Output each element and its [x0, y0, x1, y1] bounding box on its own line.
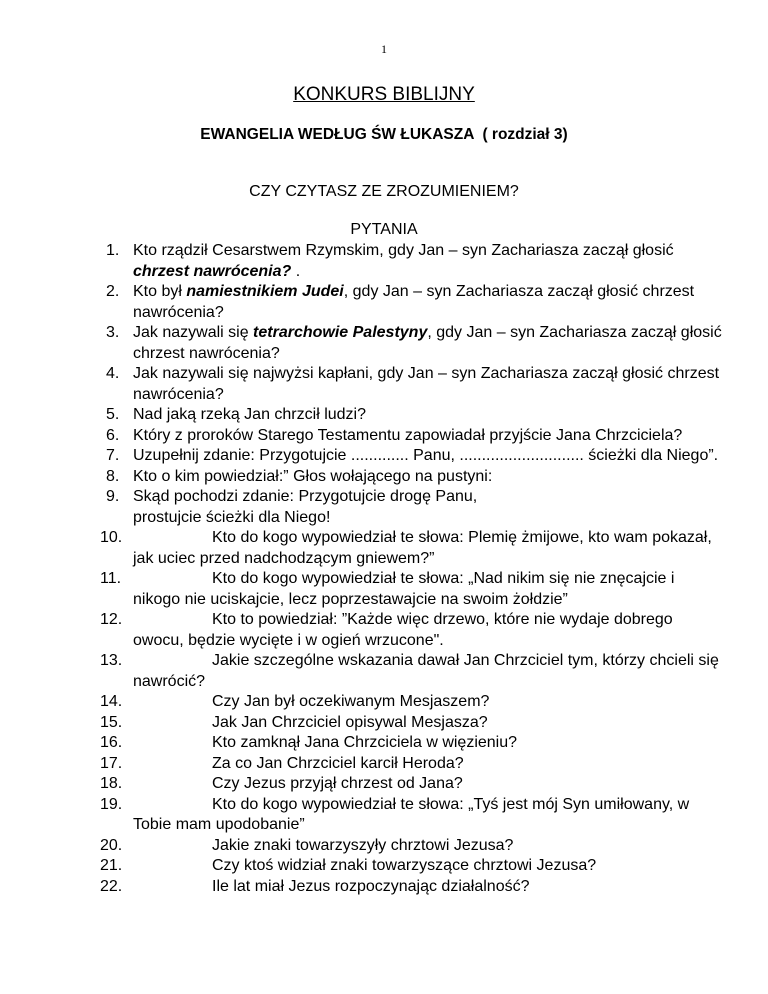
question-text: Kto to powiedział: ”Każde więc drzewo, które nie wydaje dobrego owocu, będzie wycięte i w ogień wrzucone". [133, 611, 673, 649]
question-item [100, 836, 726, 857]
question-text: Kto do kogo wypowiedział te słowa: „Tyś jest mój Syn umiłowany, w Tobie mam upodobanie” [133, 795, 690, 833]
question-item [106, 467, 726, 488]
question-number: 6. [106, 426, 120, 444]
question-number: 11. [100, 570, 122, 587]
document-title: KONKURS BIBLIJNY [293, 84, 475, 105]
page-number: 1 [381, 42, 387, 56]
section-label: PYTANIA [350, 221, 418, 238]
question-number: 17. [100, 754, 123, 772]
question-number: 10. [100, 529, 123, 546]
question-text: Jakie znaki towarzyszyły chrztowi Jezusa? [212, 836, 514, 854]
question-item [100, 877, 726, 898]
question-number: 13. [100, 652, 123, 669]
question-text: Czy Jezus przyjął chrzest od Jana? [212, 775, 463, 792]
question-text-part: Jak nazywali się [133, 324, 254, 341]
question-text: Za co Jan Chrzciciel karcił Heroda? [212, 754, 464, 772]
question-item [100, 774, 726, 795]
question-item [100, 651, 726, 692]
question-number: 7. [106, 447, 120, 464]
question-number: 12. [100, 611, 123, 628]
question-text-part: . [291, 262, 301, 280]
question-number: 19. [100, 795, 123, 813]
question-list [100, 241, 726, 897]
question-item [100, 856, 726, 877]
question-text: Kto o kim powiedział:” Głos wołającego na pustyni: [133, 467, 493, 485]
question-text: Czy Jan był oczekiwanym Mesjaszem? [212, 693, 490, 710]
question-text-part: Kto rządził Cesarstwem Rzymskim, gdy Jan – syn Zachariasza zaczął głosić [133, 242, 674, 259]
question-number: 5. [106, 406, 120, 423]
question-text: Jak Jan Chrzciciel opisywal Mesjasza? [212, 713, 488, 731]
question-item [106, 405, 726, 426]
question-item [100, 754, 726, 775]
question-text-part: Kto był [133, 283, 187, 300]
question-text: Nad jaką rzeką Jan chrzcił ludzi? [133, 406, 366, 423]
question-number: 21. [100, 857, 123, 874]
question-text: Jakie szczególne wskazania dawał Jan Chrzciciel tym, którzy chcieli się nawrócić? [133, 652, 719, 690]
emphasis-text: chrzest nawrócenia? [133, 262, 292, 280]
question-text: Ile lat miał Jezus rozpoczynając działalność? [212, 877, 530, 895]
question-item [100, 713, 726, 734]
question-text [106, 282, 726, 323]
question-item [106, 323, 726, 364]
question-text: Skąd pochodzi zdanie: Przygotujcie drogę Panu, prostujcie ścieżki dla Niego! [133, 488, 478, 526]
question-item [106, 426, 726, 447]
question-number: 14. [100, 693, 123, 710]
question-number: 16. [100, 734, 123, 751]
question-heading: CZY CZYTASZ ZE ZROZUMIENIEM? [249, 183, 519, 200]
question-text: Czy ktoś widział znaki towarzyszące chrztowi Jezusa? [212, 857, 597, 874]
question-item [100, 733, 726, 754]
question-text: Który z proroków Starego Testamentu zapowiadał przyjście Jana Chrzciciela? [133, 426, 683, 444]
question-text: Kto do kogo wypowiedział te słowa: Plemię żmijowe, kto wam pokazał, jak uciec przed nadchodzącym gniewem?” [133, 529, 712, 567]
question-text: Jak nazywali się najwyżsi kapłani, gdy Jan – syn Zachariasza zaczął głosić chrzest nawrócenia? [133, 365, 720, 403]
document-subtitle [0, 126, 768, 144]
question-item [100, 569, 726, 610]
question-number: 4. [106, 365, 120, 382]
emphasis-text: namiestnikiem Judei [186, 283, 344, 300]
question-number: 3. [106, 324, 120, 341]
question-item [100, 610, 726, 651]
question-text-part: , gdy Jan – syn Zachariasza zaczął głosić chrzest nawrócenia? [133, 283, 695, 321]
question-item [106, 241, 726, 282]
question-number: 1. [106, 242, 120, 259]
question-item [106, 364, 726, 405]
question-number: 22. [100, 877, 123, 895]
question-number: 18. [100, 775, 123, 792]
question-item [100, 692, 726, 713]
question-number: 8. [106, 467, 120, 485]
question-text: Kto do kogo wypowiedział te słowa: „Nad nikim się nie znęcajcie i nikogo nie uciskajcie, lecz poprzestawajcie na swoim żołdzie” [133, 570, 675, 608]
question-item [100, 528, 726, 569]
question-text-part: , gdy Jan – syn Zachariasza zaczął głosić chrzest nawrócenia? [133, 324, 722, 362]
question-number: 15. [100, 713, 123, 731]
question-text [106, 323, 726, 364]
question-text: Uzupełnij zdanie: Przygotujcie ............. Panu, ............................ ścieżki dla Niego”. [133, 447, 719, 464]
question-number: 20. [100, 836, 123, 854]
emphasis-text: tetrarchowie Palestyny [253, 324, 428, 341]
question-item [106, 446, 726, 467]
question-item [106, 487, 726, 528]
question-text [106, 241, 726, 282]
question-item [106, 282, 726, 323]
question-number: 2. [106, 283, 120, 300]
question-number: 9. [106, 488, 120, 505]
question-item [100, 795, 726, 836]
question-text: Kto zamknął Jana Chrzciciela w więzieniu? [212, 734, 518, 751]
subtitle-text: EWANGELIA WEDŁUG ŚW ŁUKASZA ( rozdział 3) [200, 126, 568, 143]
